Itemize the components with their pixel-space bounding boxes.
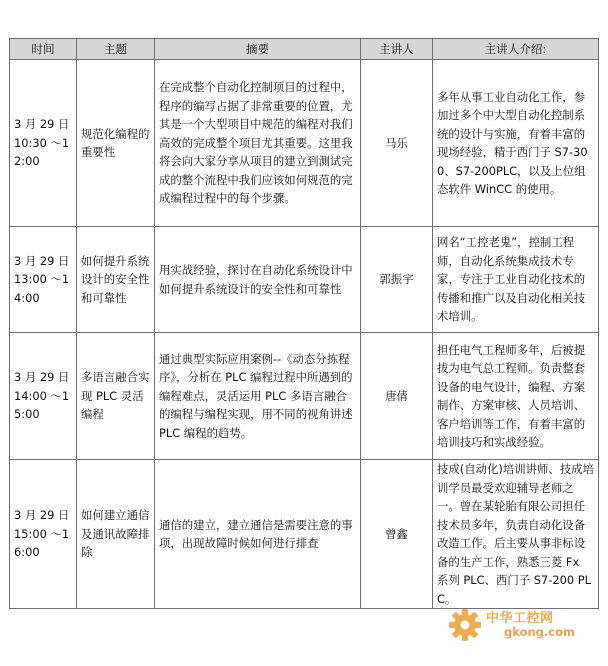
- header-intro: 主讲人介绍:: [433, 39, 599, 60]
- table-row: [10, 227, 599, 333]
- header-time: 时间: [10, 39, 77, 60]
- watermark-site-name: 中华工控网: [486, 611, 554, 626]
- session-topic: 多语言融合实现 PLC 灵活编程: [77, 333, 155, 460]
- session-time: 3 月 29 日 13:00 ～14:00: [10, 227, 77, 333]
- session-abstract: 用实战经验，探讨在自动化系统设计中如何提升系统设计的安全性和可靠性: [155, 227, 361, 333]
- speaker-intro: 网名“工控老鬼”，控制工程师，自动化系统集成技术专家，专注于工业自动化技术的传播和推广以及自动化相关技术培训。: [433, 227, 599, 333]
- session-speaker: 郭振宇: [361, 227, 433, 333]
- speaker-intro: 担任电气工程师多年，后被提拔为电气总工程师。负责整套设备的电气设计，编程、方案制作、方案审核、人员培训、客户培训等工作，有着丰富的培训技巧和实战经验。: [433, 333, 599, 460]
- session-topic: 如何建立通信及通讯故障排除: [77, 460, 155, 609]
- watermark-url: gkong.com: [504, 625, 575, 639]
- session-time: 3 月 29 日 10:30 ～12:00: [10, 60, 77, 227]
- header-abstract: 摘要: [155, 39, 361, 60]
- session-abstract: 在完成整个自动化控制项目的过程中，程序的编写占据了非常重要的位置，尤其是一个大型项目中规范的编程对我们高效的完成整个项目尤其重要。这里我将会向大家分享从项目的建立到测试完成的整个流程中我们应该如何规范的完成编程过程中的每个步骤。: [155, 60, 361, 227]
- speaker-intro: 技成(自动化)培训讲师、技成培训学员最受欢迎辅导老师之一。曾在某轮胎有限公司担任技术员多年，负责自动化设备改造工作。后主要从事非标设备的生产工作，熟悉三菱 Fx 系列 PLC、西门子 S7-200 PLC。: [433, 460, 599, 609]
- header-speaker: 主讲人: [361, 39, 433, 60]
- schedule-table: [9, 38, 599, 609]
- table-header-row: [10, 39, 599, 60]
- session-speaker: 唐倩: [361, 333, 433, 460]
- session-topic: 如何提升系统设计的安全性和可靠性: [77, 227, 155, 333]
- session-abstract: 通信的建立，建立通信是需要注意的事项，出现故障时候如何进行排查: [155, 460, 361, 609]
- gear-icon: [448, 608, 482, 642]
- session-time: 3 月 29 日 15:00 ～16:00: [10, 460, 77, 609]
- speaker-intro: 多年从事工业自动化工作，参加过多个中大型自动化控制系统的设计与实施，有着丰富的现场经验，精于西门子 S7-300、S7-200PLC，以及上位组态软件 WinCC 的使用。: [433, 60, 599, 227]
- session-time: 3 月 29 日 14:00 ～15:00: [10, 333, 77, 460]
- session-speaker: 曾鑫: [361, 460, 433, 609]
- table-row: [10, 60, 599, 227]
- session-speaker: 马乐: [361, 60, 433, 227]
- table-row: [10, 333, 599, 460]
- session-abstract: 通过典型实际应用案例--《动态分拣程序》，分析在 PLC 编程过程中所遇到的编程难点，灵活运用 PLC 多语言融合的编程与编程实现，用不同的视角讲述 PLC 编程的趋势。: [155, 333, 361, 460]
- table-row: [10, 460, 599, 609]
- header-topic: 主题: [77, 39, 155, 60]
- session-topic: 规范化编程的重要性: [77, 60, 155, 227]
- site-watermark: [448, 604, 598, 644]
